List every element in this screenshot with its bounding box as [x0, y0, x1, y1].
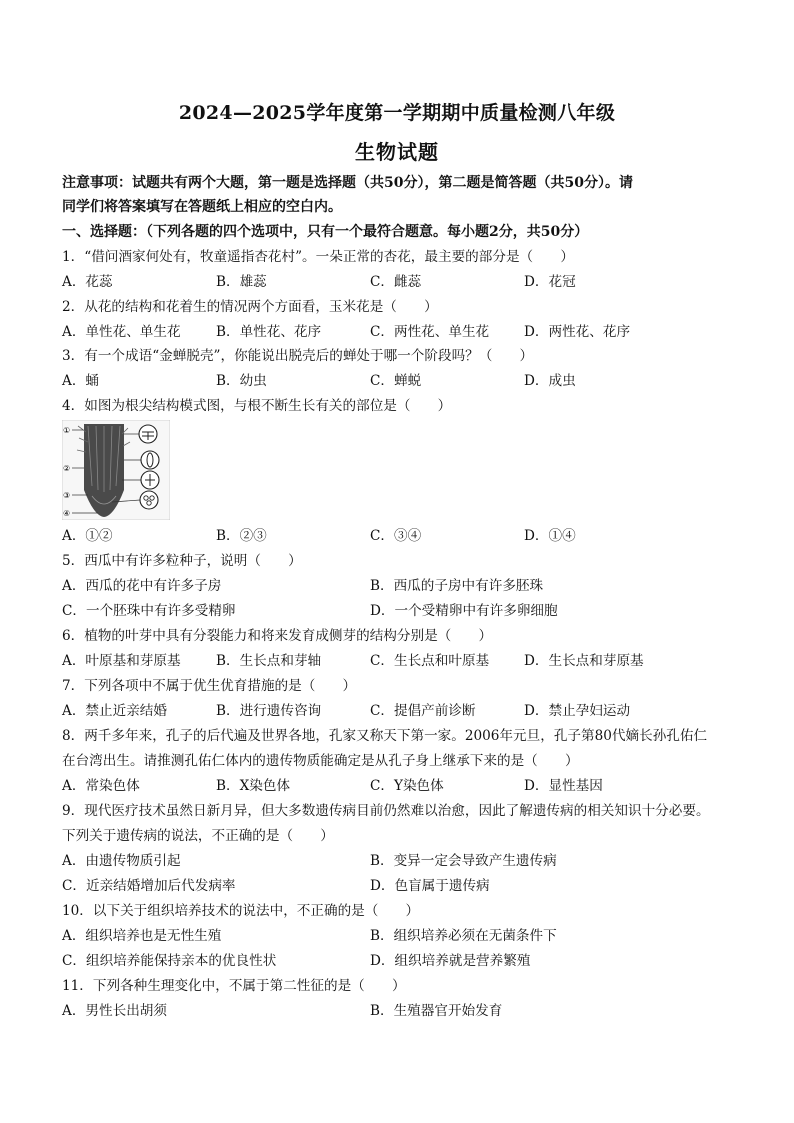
question-stem: 8．两千多年来，孔子的后代遍及世界各地，孔家又称天下第一家。2006年元旦，孔子第80代嫡长孙孔佑仁 — [62, 728, 708, 744]
option-b: B．西瓜的子房中有许多胚珠 — [370, 578, 544, 594]
notice-line-1: 注意事项：试题共有两个大题，第一题是选择题（共50分），第二题是简答题（共50分）。请 — [62, 175, 633, 191]
figure-label-3: ③ — [63, 491, 71, 500]
option-b: B．幼虫 — [216, 373, 267, 389]
section-heading: 一、选择题：（下列各题的四个选项中，只有一个最符合题意。每小题2分，共50分） — [62, 224, 589, 240]
option-a: A．由遗传物质引起 — [62, 853, 181, 869]
options-row — [62, 876, 734, 896]
option-c: C．蝉蜕 — [370, 373, 422, 389]
option-d: D．一个受精卵中有许多卵细胞 — [370, 603, 558, 619]
question-stem: 7．下列各项中不属于优生优育措施的是（ ） — [62, 678, 357, 694]
question-stem: 6．植物的叶芽中具有分裂能力和将来发育成侧芽的结构分别是（ ） — [62, 628, 493, 644]
option-a: A．西瓜的花中有许多子房 — [62, 578, 222, 594]
option-c: C．两性花、单生花 — [370, 324, 490, 340]
option-b: B．进行遗传咨询 — [216, 703, 322, 719]
question-stem-continued: 下列关于遗传病的说法，不正确的是（ ） — [62, 828, 334, 844]
question-stem: 10．以下关于组织培养技术的说法中，不正确的是（ ） — [62, 903, 420, 919]
options-row — [62, 601, 734, 621]
option-b: B．单性花、花序 — [216, 324, 322, 340]
options-row — [62, 272, 734, 292]
question-stem: 9．现代医疗技术虽然日新月异，但大多数遗传病目前仍然难以治愈，因此了解遗传病的相关知识十分必要。 — [62, 803, 710, 819]
option-d: D．①④ — [524, 528, 576, 544]
options-row — [62, 926, 734, 946]
option-d: D．禁止孕妇运动 — [524, 703, 631, 719]
option-c: C．Y染色体 — [370, 778, 444, 794]
options-row — [62, 322, 734, 342]
options-row — [62, 776, 734, 796]
question-stem-continued: 在台湾出生。请推测孔佑仁体内的遗传物质能确定是从孔子身上继承下来的是（ ） — [62, 753, 579, 769]
options-row — [62, 701, 734, 721]
options-row — [62, 371, 734, 391]
root-tip-diagram — [62, 420, 170, 520]
option-a: A．禁止近亲结婚 — [62, 703, 167, 719]
options-row — [62, 526, 734, 546]
option-a: A．单性花、单生花 — [62, 324, 181, 340]
option-d: D．两性花、花序 — [524, 324, 631, 340]
exam-title: 2024—2025学年度第一学期期中质量检测八年级 — [178, 102, 616, 124]
option-d: D．显性基因 — [524, 778, 603, 794]
option-b: B．生长点和芽轴 — [216, 653, 322, 669]
option-b: B．X染色体 — [216, 778, 291, 794]
option-a: A．男性长出胡须 — [62, 1003, 167, 1019]
question-stem: 2．从花的结构和花着生的情况两个方面看，玉米花是（ ） — [62, 299, 438, 315]
option-d: D．花冠 — [524, 274, 576, 290]
question-stem: 11．下列各种生理变化中，不属于第二性征的是（ ） — [62, 978, 406, 994]
options-row — [62, 1001, 734, 1021]
option-a: A．①② — [62, 528, 113, 544]
options-row — [62, 651, 734, 671]
figure-label-1: ① — [63, 426, 71, 435]
exam-subject: 生物试题 — [355, 140, 439, 164]
option-c: C．一个胚珠中有许多受精卵 — [62, 603, 236, 619]
option-d: D．色盲属于遗传病 — [370, 878, 490, 894]
option-b: B．雄蕊 — [216, 274, 267, 290]
question-stem: 5．西瓜中有许多粒种子，说明（ ） — [62, 553, 302, 569]
option-c: C．③④ — [370, 528, 422, 544]
question-stem: 1．“借问酒家何处有，牧童遥指杏花村”。一朵正常的杏花，最主要的部分是（ ） — [62, 249, 574, 265]
figure-label-4: ④ — [63, 509, 71, 518]
option-a: A．组织培养也是无性生殖 — [62, 928, 222, 944]
option-c: C．提倡产前诊断 — [370, 703, 476, 719]
option-d: D．组织培养就是营养繁殖 — [370, 953, 531, 969]
question-stem: 4．如图为根尖结构模式图，与根不断生长有关的部位是（ ） — [62, 398, 452, 414]
question-stem: 3．有一个成语“金蝉脱壳”，你能说出脱壳后的蝉处于哪一个阶段吗？（ ） — [62, 348, 534, 364]
option-a: A．常染色体 — [62, 778, 140, 794]
options-row — [62, 951, 734, 971]
options-row — [62, 851, 734, 871]
option-b: B．组织培养必须在无菌条件下 — [370, 928, 557, 944]
option-c: C．雌蕊 — [370, 274, 422, 290]
option-c: C．近亲结婚增加后代发病率 — [62, 878, 236, 894]
figure-label-2: ② — [63, 464, 71, 473]
option-a: A．叶原基和芽原基 — [62, 653, 181, 669]
option-c: C．组织培养能保持亲本的优良性状 — [62, 953, 277, 969]
option-a: A．花蕊 — [62, 274, 113, 290]
notice-line-2: 同学们将答案填写在答题纸上相应的空白内。 — [62, 199, 342, 215]
option-b: B．生殖器官开始发育 — [370, 1003, 503, 1019]
option-c: C．生长点和叶原基 — [370, 653, 490, 669]
option-b: B．变异一定会导致产生遗传病 — [370, 853, 557, 869]
root-tip-image — [62, 420, 170, 520]
option-a: A．蛹 — [62, 373, 100, 389]
options-row — [62, 576, 734, 596]
option-b: B．②③ — [216, 528, 267, 544]
option-d: D．成虫 — [524, 373, 576, 389]
option-d: D．生长点和芽原基 — [524, 653, 644, 669]
